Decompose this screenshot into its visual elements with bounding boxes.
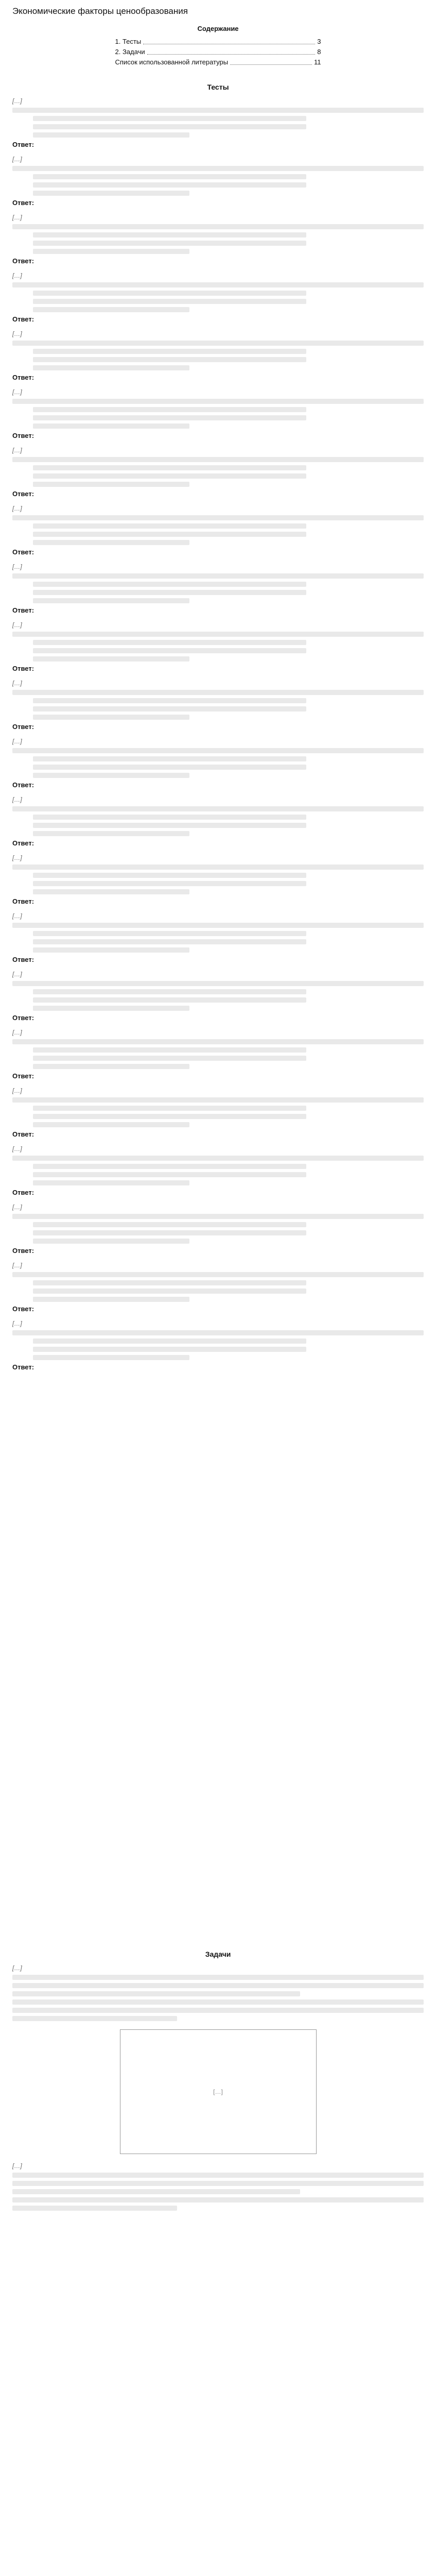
toc-item: 2. Задачи 8 — [115, 48, 321, 56]
test-question — [12, 912, 424, 963]
placeholder-text: […] — [213, 2088, 223, 2095]
test-question — [12, 680, 424, 731]
test-question — [12, 738, 424, 789]
placeholder-text: […] — [12, 330, 22, 337]
test-question — [12, 971, 424, 1022]
test-question — [12, 272, 424, 323]
task-block — [12, 1964, 424, 2021]
placeholder-text: […] — [12, 796, 22, 803]
placeholder-text: […] — [12, 1964, 22, 1972]
test-question — [12, 1262, 424, 1313]
section-heading: Тесты — [207, 83, 229, 91]
test-question — [12, 388, 424, 439]
test-question — [12, 1320, 424, 1371]
placeholder-text: […] — [12, 1087, 22, 1094]
answer-label: Ответ: — [12, 1014, 34, 1022]
answer-label: Ответ: — [12, 606, 34, 614]
answer-label: Ответ: — [12, 257, 34, 265]
test-question — [12, 854, 424, 905]
placeholder-text: […] — [12, 1029, 22, 1036]
test-question — [12, 796, 424, 847]
placeholder-text: […] — [12, 563, 22, 570]
test-question — [12, 621, 424, 672]
test-question-list — [12, 97, 424, 1371]
answer-label: Ответ: — [12, 1130, 34, 1138]
test-question — [12, 156, 424, 207]
toc-heading: Содержание — [197, 25, 239, 32]
test-question — [12, 563, 424, 614]
placeholder-text: […] — [12, 1204, 22, 1211]
placeholder-text: […] — [12, 156, 22, 163]
placeholder-text: […] — [12, 272, 22, 279]
placeholder-text: […] — [12, 738, 22, 745]
answer-label: Ответ: — [12, 956, 34, 963]
answer-label: Ответ: — [12, 839, 34, 847]
placeholder-text: […] — [12, 447, 22, 454]
toc-item: Список использованной литературы 11 — [115, 58, 321, 66]
test-question — [12, 214, 424, 265]
test-question — [12, 1029, 424, 1080]
placeholder-text: […] — [12, 97, 22, 105]
test-question — [12, 1204, 424, 1255]
answer-label: Ответ: — [12, 723, 34, 731]
answer-label: Ответ: — [12, 432, 34, 439]
placeholder-text: […] — [12, 971, 22, 978]
test-question — [12, 1145, 424, 1196]
placeholder-text: […] — [12, 912, 22, 920]
answer-label: Ответ: — [12, 1247, 34, 1255]
task-graph — [120, 2029, 317, 2154]
placeholder-text: […] — [12, 1262, 22, 1269]
answer-label: Ответ: — [12, 1189, 34, 1196]
test-question — [12, 97, 424, 148]
table-of-contents — [115, 25, 321, 67]
placeholder-text: […] — [12, 854, 22, 861]
test-question — [12, 505, 424, 556]
answer-label: Ответ: — [12, 1072, 34, 1080]
answer-label: Ответ: — [12, 199, 34, 207]
placeholder-text: […] — [12, 505, 22, 512]
answer-label: Ответ: — [12, 490, 34, 498]
answer-label: Ответ: — [12, 315, 34, 323]
answer-label: Ответ: — [12, 781, 34, 789]
placeholder-text: […] — [12, 388, 22, 396]
section-heading: Задачи — [205, 1950, 231, 1958]
answer-label: Ответ: — [12, 374, 34, 381]
answer-label: Ответ: — [12, 548, 34, 556]
test-question — [12, 447, 424, 498]
placeholder-text: […] — [12, 1145, 22, 1153]
placeholder-text: […] — [12, 1320, 22, 1327]
test-question — [12, 1087, 424, 1138]
document-title: Экономические факторы ценообразования — [12, 6, 188, 16]
test-question — [12, 330, 424, 381]
answer-label: Ответ: — [12, 665, 34, 672]
tasks-section — [12, 1950, 424, 2576]
placeholder-text: […] — [12, 214, 22, 221]
answer-label: Ответ: — [12, 1363, 34, 1371]
answer-label: Ответ: — [12, 141, 34, 148]
answer-label: Ответ: — [12, 1305, 34, 1313]
placeholder-text: […] — [12, 621, 22, 629]
task-block — [12, 2162, 424, 2211]
answer-label: Ответ: — [12, 897, 34, 905]
placeholder-text: […] — [12, 2162, 22, 2170]
tests-section — [12, 83, 424, 1938]
placeholder-text: […] — [12, 680, 22, 687]
toc-item: 1. Тесты 3 — [115, 38, 321, 45]
